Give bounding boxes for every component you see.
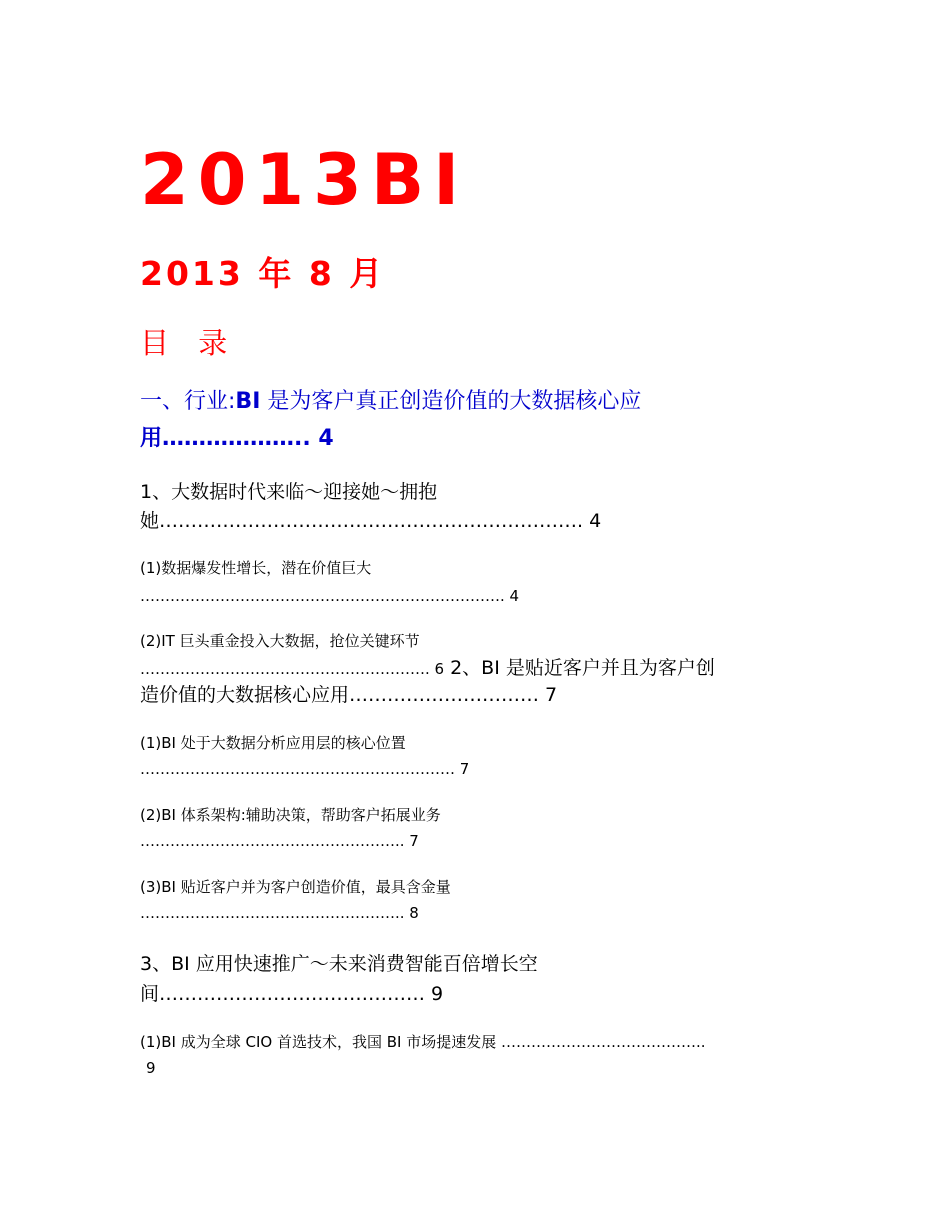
- toc-entry-2-page[interactable]: 她…………………………………………………………. 4: [140, 510, 602, 532]
- toc-entry-1-page[interactable]: [140, 420, 334, 458]
- toc-entry-9-page[interactable]: 间…………………………………… 9: [140, 983, 444, 1005]
- toc-entry-5-page[interactable]: 造价值的大数据核心应用………………………… 7: [140, 684, 558, 706]
- toc-entry-1-bi: BI: [235, 389, 261, 414]
- toc-entry-3[interactable]: (1)数据爆发性增长，潜在价值巨大: [140, 559, 372, 577]
- toc-entry-1-text: 是为客户真正创造价值的大数据核心应: [260, 389, 642, 414]
- toc-entry-1[interactable]: [140, 383, 641, 421]
- toc-entry-7-page[interactable]: …………………………………………….. 7: [140, 832, 419, 850]
- toc-entry-8[interactable]: (3)BI 贴近客户并为客户创造价值，最具含金量: [140, 878, 451, 896]
- toc-entry-6[interactable]: (1)BI 处于大数据分析应用层的核心位置: [140, 734, 406, 752]
- toc-entry-1-prefix: 一、行业:: [140, 389, 236, 414]
- toc-entry-8-page[interactable]: …………………………………………….. 8: [140, 904, 419, 922]
- toc-entry-7[interactable]: (2)BI 体系架构:辅助决策，帮助客户拓展业务: [140, 806, 441, 824]
- toc-entry-9[interactable]: 3、BI 应用快速推广～未来消费智能百倍增长空: [140, 953, 538, 975]
- toc-entry-3-page[interactable]: ………………………………………………………………. 4: [140, 587, 520, 605]
- document-date: 2013 年 8 月: [140, 254, 386, 293]
- toc-entry-10-page[interactable]: 9: [146, 1059, 156, 1077]
- toc-entry-6-page[interactable]: ……………………………………………………… 7: [140, 760, 470, 778]
- toc-entry-10[interactable]: (1)BI 成为全球 CIO 首选技术，我国 BI 市场提速发展 …………………………………..: [140, 1033, 706, 1051]
- toc-entry-2[interactable]: 1、大数据时代来临～迎接她～拥抱: [140, 481, 438, 503]
- toc-heading: 目 录: [140, 326, 238, 360]
- toc-entry-4-leader: …………………………………………………. 6: [140, 660, 445, 678]
- document-title: 2013BI: [140, 139, 469, 221]
- toc-entry-4[interactable]: (2)IT 巨头重金投入大数据，抢位关键环节: [140, 632, 420, 650]
- toc-entry-1-leader: 用……………….. 4: [140, 426, 334, 451]
- toc-entry-5: 2、BI 是贴近客户并且为客户创: [450, 657, 715, 679]
